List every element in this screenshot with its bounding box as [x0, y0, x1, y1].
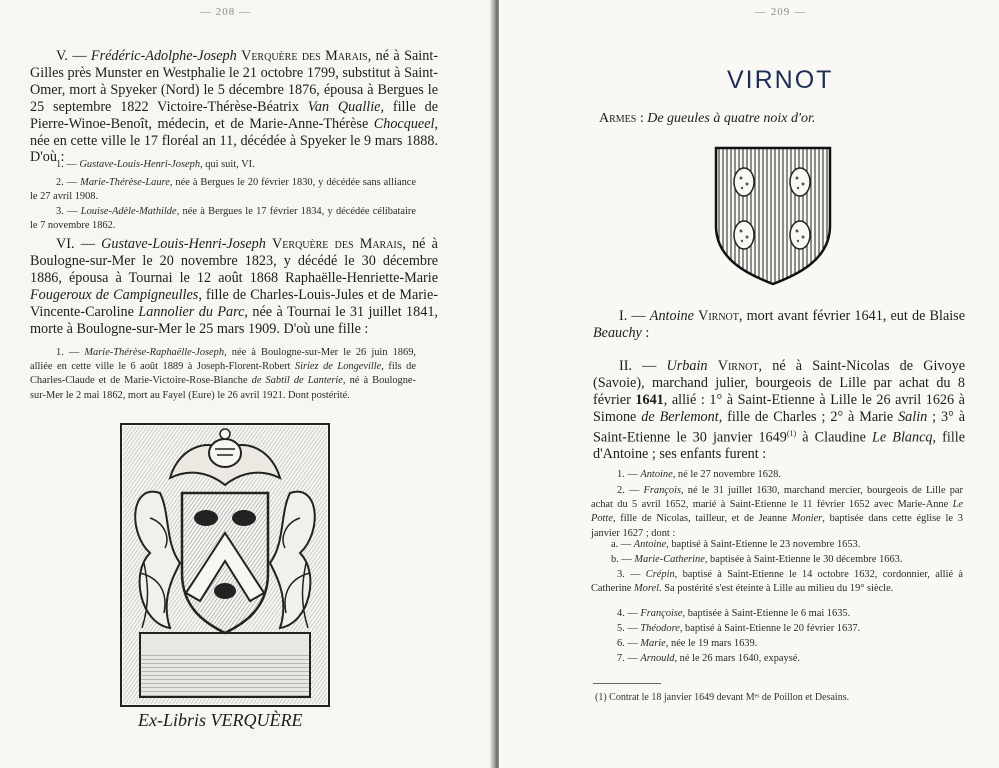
- coat-of-arms-shield-icon: [714, 146, 832, 286]
- right-page: [499, 0, 999, 768]
- child-item: 2. — Marie-Thérèse-Laure, née à Bergues le 20 février 1830, y décédée sans alliance le 27 avril 1908.: [30, 177, 416, 203]
- child-item: 1. — Marie-Thérèse-Raphaëlle-Joseph, née à Boulogne-sur-Mer le 26 juin 1869, alliée en cette ville le 6 août 1889 à Joseph-Florent-Robert Siriez de Longeville, fils de Charles-Claude et de Marie-Victoire-Rose-Blanche de Sabtil de Lanterie, né à Boulogne-sur-Mer le 2 mai 1862, mort au Fayel (Eure) le 26 avril 1921. Dont postérité.: [30, 347, 416, 401]
- footnote: (1) Contrat le 18 janvier 1649 devant Mᵉˢ de Poillon et Desains.: [595, 692, 850, 703]
- left-page: [0, 0, 494, 768]
- child-item: 1. — Gustave-Louis-Henri-Joseph, qui suit, VI.: [56, 159, 255, 170]
- ex-libris-caption: Ex-Libris VERQUÈRE: [138, 710, 303, 730]
- child-item: 3. — Crépin, baptisé à Saint-Etienne le 14 octobre 1632, cordonnier, allié à Catherine Morel. Sa postérité s'est éteinte à Lille au milieu du 19° siècle.: [591, 569, 963, 595]
- child-item: 1. — Antoine, né le 27 novembre 1628.: [617, 469, 781, 480]
- child-item: 2. — François, né le 31 juillet 1630, marchand mercier, bourgeois de Lille par achat du 5 avril 1652, marié à Saint-Etienne le 11 février 1652 avec Marie-Anne Le Potte, fille de Nicolas, tailleur, et de Jeanne Monier, baptisée dans cette église le 3 janvier 1627 ; dont :: [591, 485, 963, 539]
- child-item: 6. — Marie, née le 19 mars 1639.: [617, 638, 758, 649]
- page-number: — 209 —: [755, 6, 806, 18]
- family-title: VIRNOT: [727, 66, 834, 94]
- child-item: 7. — Arnould, né le 26 mars 1640, expaysé.: [617, 653, 800, 664]
- page-number: — 208 —: [200, 6, 251, 18]
- paragraph-v: V. — Frédéric-Adolphe-Joseph Verquère des Marais, né à Saint-Gilles près Munster en Westphalie le 21 octobre 1799, substitut à Saint-Omer, mort à Spyeker (Nord) le 5 décembre 1876, épousa à Bergues le 25 septembre 1822 Victoire-Thérèse-Béatrix Van Quallie, fille de Pierre-Winoe-Benoît, médecin, et de Marie-Anne-Thérèse Chocqueel, née en cette ville le 17 floréal an 11, décédée à Spyeker le 9 mars 1888. D'où :: [30, 48, 438, 166]
- child-item: 3. — Louise-Adèle-Mathilde, née à Bergues le 17 février 1834, y décédée célibataire le 7 novembre 1862.: [30, 206, 416, 232]
- ex-libris-bookplate-image: [120, 423, 330, 707]
- paragraph-vi: VI. — Gustave-Louis-Henri-Joseph Verquère des Marais, né à Boulogne-sur-Mer le 20 novembre 1823, y décédé le 30 décembre 1886, épousa à Tournai le 12 août 1868 Raphaëlle-Henriette-Marie Fougeroux de Campigneulles, fille de Charles-Louis-Jules et de Marie-Vincente-Caroline Lannolier du Parc, née à Tournai le 31 juillet 1841, morte à Boulogne-sur-Mer le 25 mars 1909. D'où une fille :: [30, 236, 439, 337]
- paragraph-i: I. — Antoine Virnot, mort avant février 1641, eut de Blaise Beauchy :: [593, 308, 965, 341]
- child-item: 5. — Théodore, baptisé à Saint-Etienne le 20 février 1637.: [617, 623, 861, 634]
- child-item: 4. — Françoise, baptisée à Saint-Etienne le 6 mai 1635.: [617, 608, 851, 619]
- footnote-divider: [593, 683, 661, 684]
- armes-line: Armes : De gueules à quatre noix d'or.: [599, 111, 816, 126]
- paragraph-ii: II. — Urbain Virnot, né à Saint-Nicolas de Givoye (Savoie), marchand julier, bourgeois de Lille par achat du 8 février 1641, allié : 1° à Saint-Etienne à Lille le 26 avril 1626 à Simone de Berlemont, fille de Charles ; 2° à Marie Salin ; 3° à Saint-Etienne le 30 janvier 1649$^{(1)}$ à Claudine Le Blancq, fille d'Antoine ; ses enfants furent :: [593, 358, 965, 463]
- child-item: b. — Marie-Catherine, baptisée à Saint-Etienne le 30 décembre 1663.: [611, 554, 903, 565]
- child-item: a. — Antoine, baptisé à Saint-Etienne le 23 novembre 1653.: [611, 539, 861, 550]
